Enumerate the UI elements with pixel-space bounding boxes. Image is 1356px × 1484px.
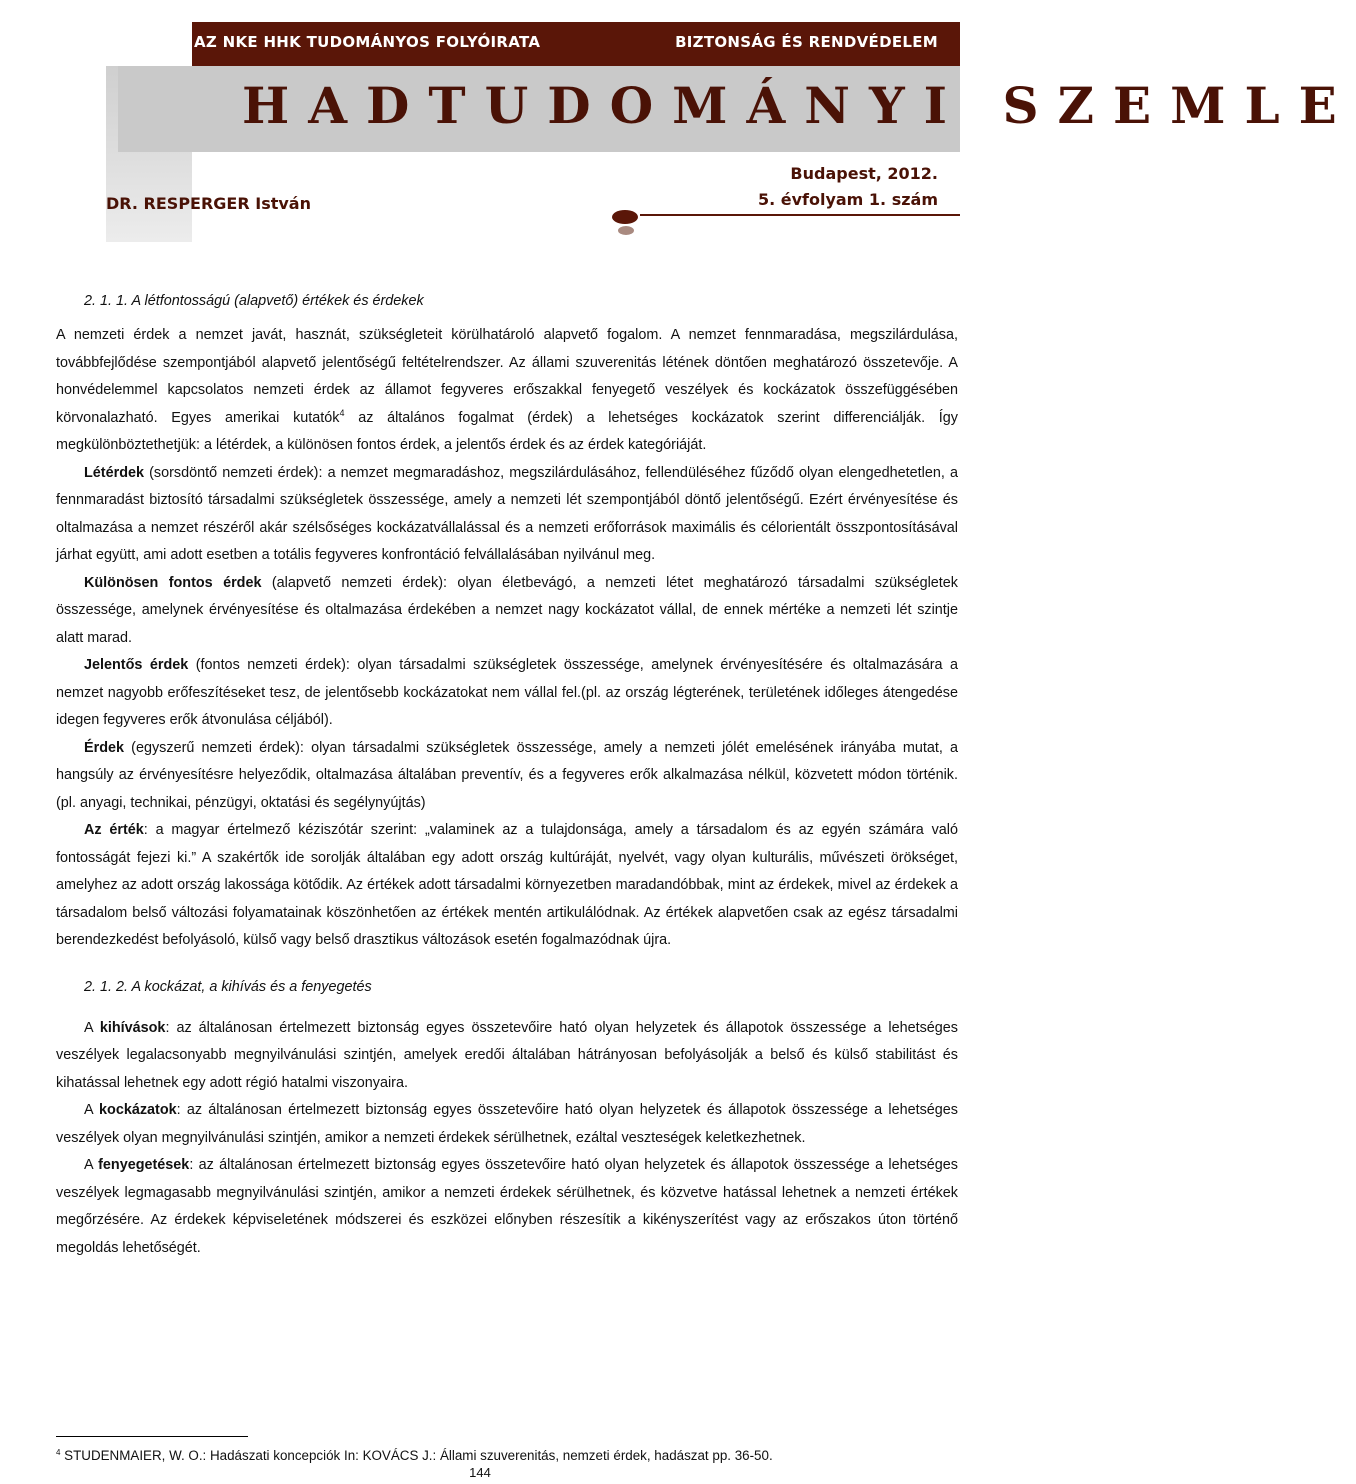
footnote-ref[interactable]: 4 xyxy=(339,407,345,418)
header-ornament xyxy=(612,210,638,224)
term: Különösen fontos érdek xyxy=(84,574,262,591)
term: kockázatok xyxy=(99,1102,177,1118)
header-rule xyxy=(640,214,960,216)
paragraph-ertek: Az érték: a magyar értelmező kéziszótár szerint: „valaminek az a tulajdonsága, amely a társadalom és az egyén számára való fontosságát fejezi ki.” A szakértők ide sorolják általában egy adott ország kultúráját, nyelvét, vagy olyan kulturális, művészeti örökséget, amelyhez az adott ország lakossága kötődik. Az értékek adott társadalmi környezetben maradandóbbak, mint az érdekek, mivel az érdekek a társadalom belső változási folyamatainak köszönhetően az értékek mentén artikulálódnak. Az értékek alapvetően csak az egész társadalmi berendezkedést befolyásoló, külső vagy belső drasztikus változások esetén fogalmazódnak újra. xyxy=(56,822,958,948)
header-ornament-shadow xyxy=(618,226,634,235)
spacer xyxy=(56,1001,958,1015)
paragraph-kockazatok: A kockázatok: az általánosan értelmezett biztonság egyes összetevőire ható olyan helyzetek és állapotok összessége a lehetséges veszélyek olyan megnyilvánulási szintjén, amikor a nemzeti érdekek sérülhetnek, ezáltal veszteségek keletkezhetnek. xyxy=(56,1102,958,1146)
paragraph-erdek: Érdek (egyszerű nemzeti érdek): olyan társadalmi szükségletek összessége, amely a nemzeti jólét emelésének irányába mutat, a hangsúly az érvényesítésre helyeződik, oltalmazása általában preventív, és a fegyveres erők alkalmazása nélkül, közvetett módon történik. (pl. anyagi, technikai, pénzügyi, oktatási és segélynyújtás) xyxy=(56,739,958,811)
term: kihívások xyxy=(99,1019,166,1036)
footnote xyxy=(56,1448,773,1463)
article-body xyxy=(56,288,958,1262)
paragraph-fenyegetesek: A fenyegetések: az általánosan értelmezett biztonság egyes összetevőire ható olyan helyzetek és állapotok összessége a lehetséges veszélyek legmagasabb megnyilvánulási szintjén, amikor a nemzeti érdekek sérülhetnek, és közvetve hatással lehetnek a nemzeti értékek megőrzésére. Az érdekek képviseletének módszerei és eszközei előnyben részesítik a kikényszerítést vagy az erőszakos úton történő megoldás lehetőségét. xyxy=(56,1157,958,1256)
term: Jelentős érdek xyxy=(84,657,189,673)
paragraph-intro: A nemzeti érdek a nemzet javát, hasznát, szükségleteit körülhatároló alapvető fogalom. A nemzet fennmaradása, megszilárdulása, továbbfejlődése szempontjából alapvető jelentőségű feltételrendszer. Az állami szuverenitás létének döntően meghatározó összetevője. A honvédelemmel kapcsolatos nemzeti érdek az államot fegyveres erőszakkal fenyegető veszélyek és kockázatok összefüggésében körvonalazható. Egyes amerikai kutatók$^4$ az általános fogalmat (érdek) a lehetséges kockázatok szerint differenciálják. Így megkülönböztethetjük: a létérdek, a különösen fontos érdek, a jelentős érdek és az érdek kategóriáját. xyxy=(56,327,958,453)
paragraph-kulonosen-fontos: Különösen fontos érdek (alapvető nemzeti érdek): olyan életbevágó, a nemzeti létet meghatározó társadalmi szükségletek összessége, amelynek érvényesítése és oltalmazása érdekében a nemzet nagy kockázatot vállal, de ennek mértéke a nemzeti lét szintje alatt marad. xyxy=(56,574,958,646)
term: Az érték xyxy=(84,822,144,838)
footnote-text: STUDENMAIER, W. O.: Hadászati koncepciók In: KOVÁCS J.: Állami szuverenitás, nemzeti érdek, hadászat pp. 36-50. xyxy=(60,1448,773,1463)
journal-title: HADTUDOMÁNYI SZEMLE xyxy=(242,76,1356,135)
term: Létérdek xyxy=(84,464,144,481)
spacer xyxy=(56,955,958,974)
term: Érdek xyxy=(84,739,124,756)
footnote-rule xyxy=(56,1436,248,1437)
publication-place-year: Budapest, 2012. xyxy=(790,164,938,183)
footnote-number: 4 xyxy=(56,1448,61,1457)
paragraph-kihivasok: A kihívások: az általánosan értelmezett biztonság egyes összetevőire ható olyan helyzetek és állapotok összessége a lehetséges veszélyek legalacsonyabb megnyilvánulási szintjén, amelyek eredői általában hátrányosan befolyásolják a belső és külső stabilitást és kihatással lehetnek egy adott régió hatalmi viszonyaira. xyxy=(56,1019,958,1091)
section-heading: 2. 1. 1. A létfontosságú (alapvető) értékek és érdekek xyxy=(84,293,424,309)
journal-name: AZ NKE HHK TUDOMÁNYOS FOLYÓIRATA xyxy=(194,33,541,51)
volume-issue: 5. évfolyam 1. szám xyxy=(757,190,938,209)
term: fenyegetések xyxy=(98,1157,190,1173)
author-name: DR. RESPERGER István xyxy=(106,194,311,213)
paragraph-letérdek: Létérdek (sorsdöntő nemzeti érdek): a nemzet megmaradáshoz, megszilárdulásához, fellendüléséhez fűződő olyan elengedhetetlen, a fennmaradást biztosító társadalmi szükségletek összessége, amely a nemzeti lét szempontjából döntő jelentőségű. Ezért érvényesítése és oltalmazása a nemzet részéről akár szélsőséges kockázatvállalással és a nemzeti erőforrások maximális és célorientált összpontosításával járhat együtt, ami adott esetben a totális fegyveres konfrontáció felvállalásában nyilvánul meg. xyxy=(56,464,958,563)
page-number: 144 xyxy=(469,1465,491,1480)
journal-section: BIZTONSÁG ÉS RENDVÉDELEM xyxy=(675,33,938,51)
paragraph-jelentos: Jelentős érdek (fontos nemzeti érdek): olyan társadalmi szükségletek összessége, amelynek érvényesítésére és oltalmazására a nemzet nagyobb erőfeszítéseket tesz, de jelentősebb kockázatokat nem vállal fel.(pl. az ország légterének, területének időleges átengedése idegen fegyveres erők átvonulása céljából). xyxy=(56,657,958,728)
section-heading: 2. 1. 2. A kockázat, a kihívás és a fenyegetés xyxy=(84,978,372,995)
